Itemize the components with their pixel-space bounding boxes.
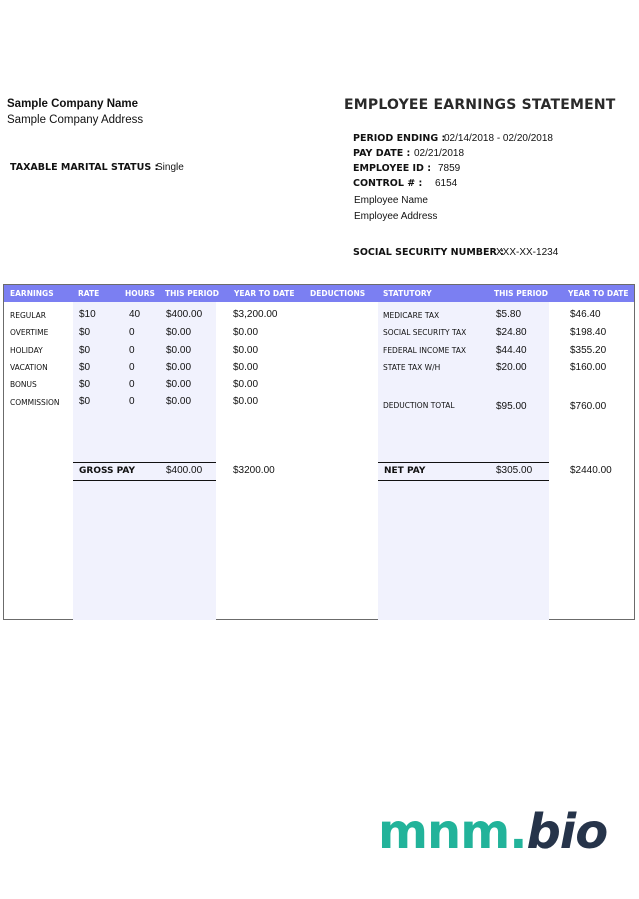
earnings-this-period: $0.00: [166, 362, 192, 373]
net-pay-year-to-date: $2440.00: [570, 465, 612, 476]
earnings-hours: 0: [129, 379, 135, 390]
period-ending-value: 02/14/2018 - 02/20/2018: [444, 133, 553, 144]
marital-status-label: TAXABLE MARITAL STATUS :: [10, 162, 159, 173]
header-statutory: STATUTORY: [383, 289, 432, 298]
shaded-column-earnings: [73, 302, 216, 620]
mnm-bio-logo: [378, 804, 607, 860]
pay-date-label: PAY DATE :: [353, 148, 411, 159]
header-deductions: DEDUCTIONS: [310, 289, 366, 298]
gross-pay-label: GROSS PAY: [79, 466, 136, 476]
earnings-label: VACATION: [10, 363, 48, 372]
logo-part-bio: bio: [526, 804, 608, 860]
header-year-to-date: YEAR TO DATE: [234, 289, 295, 298]
header-hours: HOURS: [125, 289, 155, 298]
earnings-rate: $0: [79, 345, 91, 356]
earnings-hours: 0: [129, 345, 135, 356]
net-pay-this-period: $305.00: [496, 465, 533, 476]
net-pay-bottom-rule: [378, 480, 549, 481]
employee-id-value: 7859: [438, 163, 461, 174]
earnings-rate: $0: [79, 396, 91, 407]
statutory-year-to-date: $160.00: [570, 362, 607, 373]
earnings-label: REGULAR: [10, 311, 46, 320]
statutory-label: STATE TAX W/H: [383, 363, 441, 372]
deduction-total-year-to-date: $760.00: [570, 401, 607, 412]
employee-address: Employee Address: [354, 211, 438, 222]
statutory-label: FEDERAL INCOME TAX: [383, 346, 466, 355]
earnings-label: OVERTIME: [10, 328, 49, 337]
deduction-total-this-period: $95.00: [496, 401, 527, 412]
earnings-this-period: $0.00: [166, 345, 192, 356]
net-pay-label: NET PAY: [384, 466, 426, 476]
ssn-label: SOCIAL SECURITY NUMBER :: [353, 247, 504, 258]
earnings-rate: $0: [79, 327, 91, 338]
earnings-rate: $0: [79, 379, 91, 390]
earnings-label: BONUS: [10, 380, 37, 389]
earnings-year-to-date: $0.00: [233, 379, 259, 390]
company-address: Sample Company Address: [7, 114, 144, 126]
logo-part-mnm: mnm.: [378, 804, 527, 860]
earnings-year-to-date: $0.00: [233, 327, 259, 338]
gross-pay-year-to-date: $3200.00: [233, 465, 275, 476]
earnings-rate: $10: [79, 309, 96, 320]
statutory-year-to-date: $46.40: [570, 309, 601, 320]
marital-status-value: Single: [156, 162, 184, 173]
earnings-rate: $0: [79, 362, 91, 373]
earnings-year-to-date: $0.00: [233, 362, 259, 373]
earnings-table: [3, 284, 635, 620]
earnings-this-period: $0.00: [166, 379, 192, 390]
ssn-value: XXX-XX-1234: [496, 247, 559, 258]
employee-id-label: EMPLOYEE ID :: [353, 163, 432, 174]
earnings-hours: 0: [129, 362, 135, 373]
control-label: CONTROL # :: [353, 178, 423, 189]
gross-pay-bottom-rule: [73, 480, 216, 481]
earnings-year-to-date: $3,200.00: [233, 309, 278, 320]
statutory-label: MEDICARE TAX: [383, 311, 440, 320]
earnings-hours: 40: [129, 309, 141, 320]
statement-title: EMPLOYEE EARNINGS STATEMENT: [344, 97, 616, 113]
earnings-label: COMMISSION: [10, 398, 60, 407]
earnings-this-period: $400.00: [166, 309, 203, 320]
header-this-period: THIS PERIOD: [165, 289, 219, 298]
table-header: [4, 285, 634, 302]
statutory-this-period: $20.00: [496, 362, 527, 373]
statutory-this-period: $44.40: [496, 345, 527, 356]
net-pay-top-rule: [378, 462, 549, 463]
period-ending-label: PERIOD ENDING :: [353, 133, 446, 144]
employee-name: Employee Name: [354, 195, 428, 206]
earnings-this-period: $0.00: [166, 327, 192, 338]
statutory-this-period: $24.80: [496, 327, 527, 338]
header-earnings: EARNINGS: [10, 289, 54, 298]
statutory-label: SOCIAL SECURITY TAX: [383, 328, 467, 337]
deduction-total-label: DEDUCTION TOTAL: [383, 401, 455, 410]
header-rate: RATE: [78, 289, 100, 298]
control-value: 6154: [435, 178, 458, 189]
statutory-this-period: $5.80: [496, 309, 522, 320]
earnings-label: HOLIDAY: [10, 346, 43, 355]
statutory-year-to-date: $198.40: [570, 327, 607, 338]
earnings-hours: 0: [129, 327, 135, 338]
gross-pay-top-rule: [73, 462, 216, 463]
earnings-hours: 0: [129, 396, 135, 407]
header-statutory-year-to-date: YEAR TO DATE: [568, 289, 629, 298]
earnings-this-period: $0.00: [166, 396, 192, 407]
statutory-year-to-date: $355.20: [570, 345, 607, 356]
company-name: Sample Company Name: [7, 98, 139, 110]
pay-date-value: 02/21/2018: [414, 148, 465, 159]
header-statutory-this-period: THIS PERIOD: [494, 289, 548, 298]
earnings-year-to-date: $0.00: [233, 396, 259, 407]
gross-pay-this-period: $400.00: [166, 465, 203, 476]
earnings-year-to-date: $0.00: [233, 345, 259, 356]
